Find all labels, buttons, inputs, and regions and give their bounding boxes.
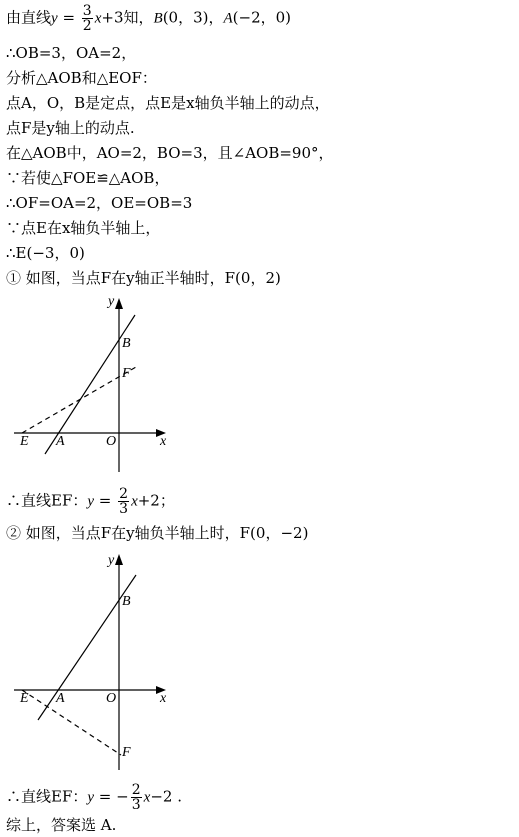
text-line-9: ∵点E在x轴负半轴上， bbox=[6, 219, 161, 237]
fig2-label-A: A bbox=[56, 691, 65, 706]
line1-prefix: 由直线 bbox=[6, 8, 52, 27]
fig1-label-B: B bbox=[122, 336, 131, 351]
line1-fraction: $\frac{3}{2}$ bbox=[82, 3, 92, 34]
line1-B-coord: (0，3)， bbox=[162, 8, 224, 27]
fig2-label-y: y bbox=[108, 553, 115, 568]
line1-x: x bbox=[94, 10, 102, 27]
text-line-7: ∵若使△FOE≌△AOB， bbox=[6, 169, 170, 187]
line1-y: y bbox=[51, 10, 58, 27]
text-line-13: ② 如图，当点F在y轴负半轴上时，F(0，−2) bbox=[6, 524, 309, 542]
line14-fraction: $\frac{2}{3}$ bbox=[131, 782, 141, 813]
fig1-label-x: x bbox=[160, 434, 167, 449]
text-line-6: 在△AOB中，AO=2，BO=3，且∠AOB=90°， bbox=[6, 144, 334, 162]
fig2-label-F: F bbox=[122, 745, 131, 760]
fig2-label-B: B bbox=[122, 594, 131, 609]
fig2-label-x: x bbox=[160, 691, 167, 706]
line1-A-coord: (−2，0) bbox=[232, 8, 292, 27]
text-line-5: 点F是y轴上的动点. bbox=[6, 119, 135, 137]
text-line-12: ∴直线EF：y = $\frac{2}{3}$ x+2； bbox=[6, 486, 175, 517]
fig1-label-E: E bbox=[20, 434, 29, 449]
line12-fraction: $\frac{2}{3}$ bbox=[119, 486, 129, 517]
text-line-3: 分析△AOB和△EOF： bbox=[6, 69, 157, 87]
line1-tail: +3知， bbox=[101, 8, 154, 27]
text-line-8: ∴OF=OA=2，OE=OB=3 bbox=[6, 194, 193, 212]
text-line-2: ∴OB=3，OA=2， bbox=[6, 44, 137, 62]
line1-A: A bbox=[223, 10, 233, 27]
fig1-label-A: A bbox=[56, 434, 65, 449]
text-line-4: 点A，O，B是定点，点E是x轴负半轴上的动点， bbox=[6, 94, 330, 112]
fig2-label-E: E bbox=[20, 691, 29, 706]
fig1-label-O: O bbox=[106, 434, 117, 449]
text-line-15: 综上，答案选 A. bbox=[6, 816, 117, 834]
line1-B: B bbox=[153, 10, 163, 27]
text-line-11: ① 如图，当点F在y轴正半轴时，F(0，2) bbox=[6, 269, 281, 287]
text-line-14: ∴直线EF：y = − $\frac{2}{3}$ x−2 . bbox=[6, 782, 182, 813]
line1-eq: = bbox=[57, 8, 80, 27]
text-line-10: ∴E(−3，0) bbox=[6, 244, 85, 262]
fig2-label-O: O bbox=[106, 691, 117, 706]
fig1-label-y: y bbox=[108, 294, 115, 309]
fig1-label-F: F bbox=[122, 366, 131, 381]
fig2-y-arrow bbox=[115, 554, 123, 565]
